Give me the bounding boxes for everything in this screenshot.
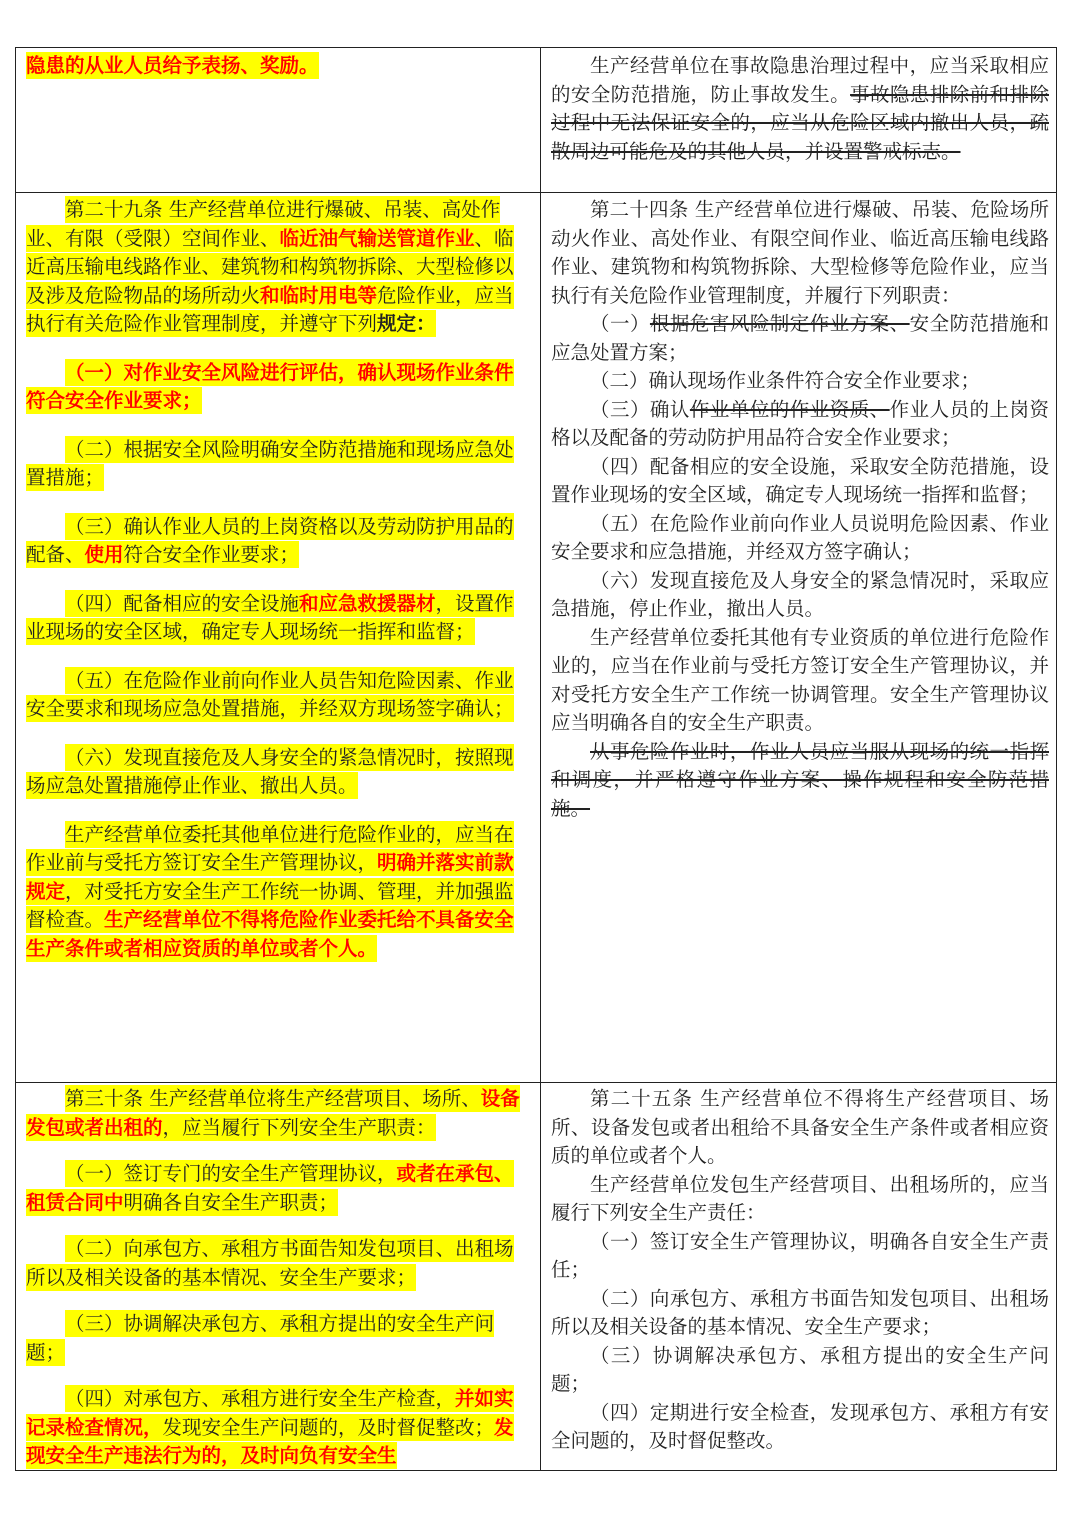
clause-2-text: （二）根据安全风险明确安全防范措施和现场应急处置措施； (26, 437, 514, 489)
row1-left-text: 隐患的从业人员给予表扬、奖励。 (26, 54, 319, 77)
row-divider (16, 192, 1056, 193)
clause-2-text: （二）向承包方、承租方书面告知发包项目、出租场所以及相关设备的基本情况、安全生产要求； (26, 1237, 514, 1289)
clause-3-deleted-text: 作业单位的作业资质、 (689, 397, 890, 421)
row-divider (16, 1082, 1056, 1083)
article-30-text: ，应当履行下列安全生产职责： (162, 1115, 436, 1139)
clause-3-text: （三）协调解决承包方、承租方提出的安全生产问题； (551, 1343, 1049, 1395)
article-29-text: 危险作业，应当执行有关危险作业管理制度，并遵守下列 (26, 283, 514, 335)
clause-5-text: （五）在危险作业前向作业人员说明危险因素、作业安全要求和应急措施，并经双方签字确认； (551, 511, 1049, 563)
clause-3-text: （三）确认作业人员的上岗资格以及劳动防护用品的配备、 (26, 514, 514, 566)
clause-4-text: （四）配备相应的安全设施 (65, 591, 300, 615)
column-divider (540, 48, 541, 1470)
article-29-added-text: 规定： (377, 312, 436, 335)
clause-4-text: ，设置作业现场的安全区域，确定专人现场统一指挥和监督； (26, 591, 514, 643)
delegation-text: ，对受托方安全生产工作统一协调、管理，并加强监督检查。 (26, 879, 514, 931)
delegation-text: 生产经营单位委托其他有专业资质的单位进行危险作业的，应当在作业前与受托方签订安全生产管理协议，并对受托方安全生产工作统一协调管理。安全生产管理协议应当明确各自的安全生产职责。 (551, 625, 1049, 734)
deleted-paragraph: 从事危险作业时，作业人员应当服从现场的统一指挥和调度，并严格遵守作业方案、操作规程和安全防范措施。 (551, 739, 1049, 820)
clause-1-text: 安全防范措施和应急处置方案； (551, 312, 1049, 364)
article-29-added-text: 和临时用电等 (260, 283, 378, 307)
clause-1-text: （一）签订专门的安全生产管理协议， (65, 1162, 397, 1185)
row1-right-deleted-text: 事故隐患排除前和排除过程中无法保证安全的，应当从危险区域内撤出人员，疏散周边可能危及的其他人员，并设置警戒标志。 (551, 82, 1049, 163)
clause-1-deleted-text: 根据危害风险制定作业方案、 (649, 312, 910, 335)
article-24-text: 第二十四条 生产经营单位进行爆破、吊装、危险场所动火作业、高处作业、有限空间作业、临近高压输电线路作业、建筑物和构筑物拆除、大型检修等危险作业，应当执行有关危险作业管理制度，并履行下列职责： (551, 198, 1049, 307)
row1-right-cell (551, 52, 1049, 166)
delegation-added-text: 生产经营单位不得将危险作业委托给不具备安全生产条件或者相应资质的单位或者个人。 (26, 908, 514, 960)
clause-3-text: （三）协调解决承包方、承租方提出的安全生产问题； (26, 1312, 495, 1364)
clause-4-added-text: 发现安全生产违法行为的，及时向负有安全生 (26, 1415, 514, 1467)
clause-2-text: （二）向承包方、承租方书面告知发包项目、出租场所以及相关设备的基本情况、安全生产要求； (551, 1286, 1049, 1338)
row3-left-cell (26, 1085, 532, 1471)
clause-3-text: 作业人员的上岗资格以及配备的劳动防护用品符合安全作业要求； (551, 397, 1049, 449)
clause-4-text: （四）配备相应的安全设施，采取安全防范措施，设置作业现场的安全区域，确定专人现场统一指挥和监督； (551, 454, 1049, 506)
article-29-added-text: 临近油气输送管道作业 (279, 226, 475, 250)
clause-1-text: 明确各自安全生产职责； (123, 1190, 339, 1214)
row2-left-cell (26, 196, 532, 963)
clause-4-text: （四）对承包方、承租方进行安全生产检查， (65, 1387, 456, 1410)
clause-4-added-text: 和应急救援器材 (299, 591, 436, 615)
delegation-text: 生产经营单位委托其他单位进行危险作业的，应当在作业前与受托方签订安全生产管理协议， (26, 822, 514, 874)
comparison-table (15, 47, 1057, 1471)
clause-4-text: （四）定期进行安全检查，发现承包方、承租方有安全问题的，及时督促整改。 (551, 1400, 1049, 1452)
article-30-added-text: 设备发包或者出租的 (26, 1087, 520, 1139)
article-30-text: 第三十条 生产经营单位将生产经营项目、场所、 (65, 1087, 481, 1110)
clause-3-text: 符合安全作业要求； (123, 543, 300, 566)
clause-5-text: （五）在危险作业前向作业人员告知危险因素、作业安全要求和现场应急处置措施，并经双方现场签字确认； (26, 668, 514, 720)
clause-3-added-text: 使用 (84, 543, 124, 566)
article-25-text: 第二十五条 生产经营单位不得将生产经营项目、场所、设备发包或者出租给不具备安全生产条件或者相应资质的单位或者个人。 (551, 1087, 1049, 1167)
clause-1-text: （一）签订安全生产管理协议，明确各自安全生产责任； (551, 1229, 1049, 1281)
clause-2-text: （二）确认现场作业条件符合安全作业要求； (590, 369, 981, 392)
clause-4-added-text: 并如实记录检查情况， (26, 1387, 514, 1439)
article-29-text: 、临近高压输电线路作业、建筑物和构筑物拆除、大型检修以及涉及危险物品的场所动火 (26, 226, 514, 307)
clause-1-added-text: 或者在承包、租赁合同中 (26, 1162, 514, 1214)
article-29-text: 第二十九条 生产经营单位进行爆破、吊装、高处作业、有限（受限）空间作业、 (26, 198, 501, 250)
clause-6-text: （六）发现直接危及人身安全的紧急情况时，采取应急措施，停止作业，撤出人员。 (551, 568, 1049, 620)
clause-1-text: （一） (590, 312, 650, 335)
clause-1-text: （一）对作业安全风险进行评估，确认现场作业条件符合安全作业要求； (26, 360, 514, 412)
row2-right-cell (551, 196, 1049, 823)
row1-right-text: 生产经营单位在事故隐患治理过程中，应当采取相应的安全防范措施，防止事故发生。 (551, 54, 1049, 106)
clause-4-text: 发现安全生产问题的，及时督促整改； (162, 1415, 495, 1439)
row3-right-cell (551, 1085, 1049, 1456)
contracting-text: 生产经营单位发包生产经营项目、出租场所的，应当履行下列安全生产责任： (551, 1172, 1049, 1224)
delegation-added-text: 明确并落实前款规定 (26, 851, 514, 903)
clause-6-text: （六）发现直接危及人身安全的紧急情况时，按照现场应急处置措施停止作业、撤出人员。 (26, 745, 514, 797)
clause-3-text: （三）确认 (590, 397, 690, 421)
row1-left-cell (26, 52, 532, 81)
